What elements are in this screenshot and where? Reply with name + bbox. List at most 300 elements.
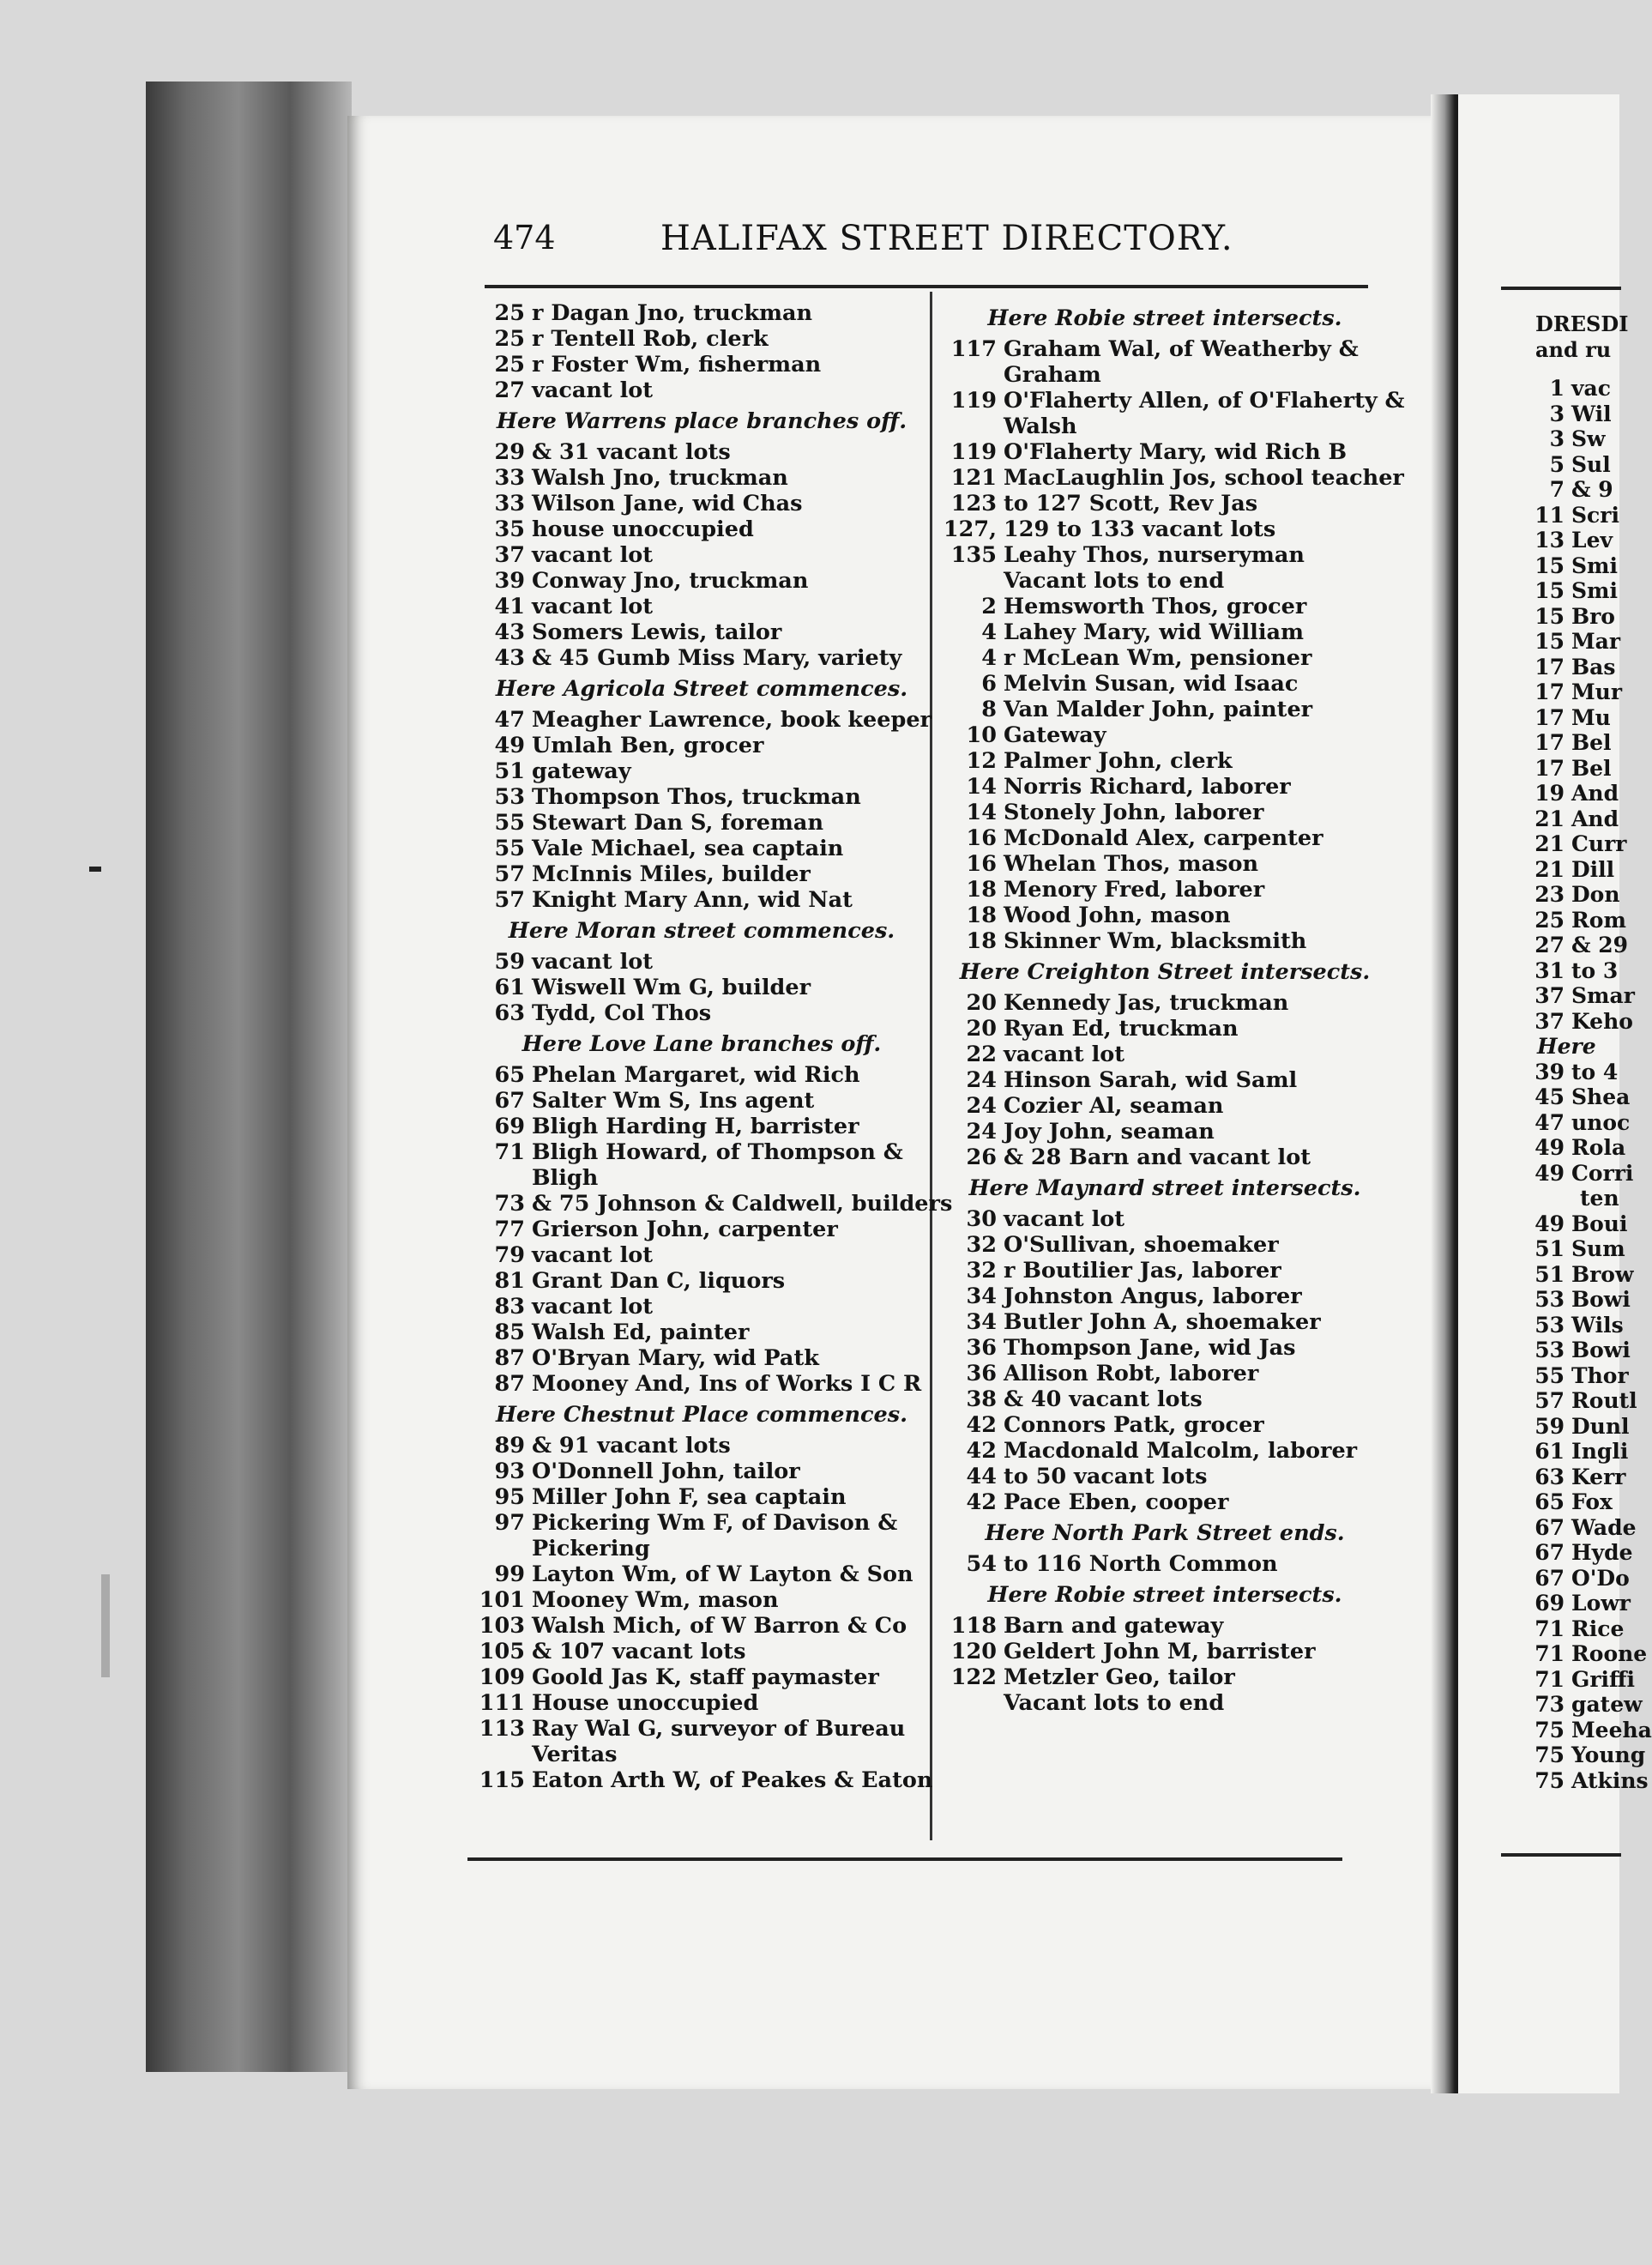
directory-entry	[470, 1191, 953, 1217]
directory-entry	[470, 733, 916, 758]
facing-house-number: 53	[1534, 1338, 1565, 1362]
directory-entry	[470, 439, 916, 465]
directory-entry	[942, 1361, 1371, 1386]
house-number: 2	[981, 594, 997, 619]
house-number: 99	[494, 1561, 525, 1587]
facing-house-number: 65	[1534, 1489, 1565, 1514]
facing-entry	[1528, 730, 1652, 756]
directory-entry	[942, 1042, 1371, 1067]
directory-entry	[942, 491, 1371, 516]
directory-entry	[470, 645, 916, 671]
directory-entry	[942, 1664, 1371, 1690]
house-number: 35	[494, 516, 525, 542]
facing-heading-line: and ru	[1535, 337, 1612, 362]
facing-entry	[1528, 503, 1652, 528]
directory-entry	[470, 1114, 916, 1139]
house-number: 4	[981, 645, 997, 671]
house-number: 101	[479, 1587, 525, 1613]
resident-name: to 50 vacant lots	[1004, 1464, 1208, 1489]
resident-name: Conway Jno, truckman	[532, 568, 809, 594]
facing-entry	[1528, 1465, 1652, 1490]
house-number: 22	[966, 1042, 997, 1067]
house-number: 111	[479, 1690, 525, 1716]
house-number: 26	[966, 1145, 997, 1170]
facing-resident-name: Sul	[1571, 451, 1611, 477]
house-number: 33	[494, 491, 525, 516]
facing-entry	[1528, 1211, 1652, 1237]
directory-entry	[942, 1067, 1371, 1093]
resident-name: Pickering Wm F, of Davison &	[532, 1510, 898, 1536]
directory-entry	[942, 748, 1371, 774]
house-number: 42	[966, 1412, 997, 1438]
house-number: 93	[494, 1459, 525, 1484]
facing-entry	[1528, 1515, 1652, 1541]
facing-resident-name: Bowi	[1571, 1338, 1631, 1362]
directory-entry	[942, 990, 1371, 1016]
facing-house-number: 27	[1534, 933, 1565, 957]
directory-entry	[470, 1613, 916, 1639]
facing-resident-name: & 9	[1571, 477, 1613, 502]
directory-entry	[470, 836, 916, 861]
page-header	[493, 219, 1368, 270]
resident-name: O'Sullivan, shoemaker	[1004, 1232, 1279, 1258]
house-number: 12	[966, 748, 997, 774]
resident-name: Pace Eben, cooper	[1004, 1489, 1229, 1515]
facing-resident-name: Mar	[1571, 629, 1621, 654]
directory-entry	[470, 594, 916, 619]
house-number: 117	[950, 336, 997, 362]
facing-house-number: 51	[1534, 1236, 1565, 1261]
resident-name: & 40 vacant lots	[1004, 1386, 1203, 1412]
house-number: 55	[494, 836, 525, 861]
directory-entry	[942, 388, 1405, 414]
facing-resident-name: Sw	[1571, 426, 1606, 451]
resident-name: r Boutilier Jas, laborer	[1004, 1258, 1281, 1284]
resident-name: MacLaughlin Jos, school teacher	[1004, 465, 1404, 491]
directory-entry	[470, 1062, 916, 1088]
house-number: 34	[966, 1284, 997, 1309]
directory-entry	[942, 1613, 1371, 1639]
resident-name: Menory Fred, laborer	[1004, 877, 1265, 903]
house-number: 24	[966, 1067, 997, 1093]
facing-entry	[1528, 1009, 1652, 1035]
facing-resident-name: Dunl	[1571, 1413, 1630, 1439]
facing-house-number: 67	[1534, 1514, 1565, 1540]
facing-house-number: 17	[1534, 730, 1565, 755]
facing-resident-name: Kerr	[1571, 1464, 1626, 1489]
house-number: 39	[494, 568, 525, 594]
facing-resident-name: Wade	[1571, 1514, 1637, 1540]
house-number: 41	[494, 594, 525, 619]
resident-name: Grant Dan C, liquors	[532, 1268, 786, 1294]
resident-name: Allison Robt, laborer	[1004, 1361, 1259, 1386]
facing-resident-name: Curr	[1571, 831, 1627, 856]
street-note: Here Chestnut Place commences.	[495, 1402, 908, 1428]
house-number: 24	[966, 1093, 997, 1119]
facing-resident-name: Don	[1571, 882, 1620, 907]
resident-name: Skinner Wm, blacksmith	[1004, 928, 1307, 954]
facing-resident-name: Brow	[1571, 1261, 1634, 1287]
street-note: Here North Park Street ends.	[985, 1520, 1345, 1546]
facing-resident-name: Smar	[1571, 983, 1635, 1008]
directory-entry	[470, 758, 916, 784]
facing-entry	[1528, 933, 1652, 958]
directory-entry	[942, 619, 1371, 645]
facing-house-number: 21	[1534, 831, 1565, 856]
header-rule	[485, 285, 1368, 288]
house-number: 33	[494, 465, 525, 491]
facing-house-number: 5	[1549, 451, 1565, 477]
directory-entry	[470, 1767, 933, 1793]
facing-resident-name: Smi	[1571, 553, 1619, 578]
directory-entry	[942, 1386, 1371, 1412]
resident-name: Mooney And, Ins of Works I C R	[532, 1371, 922, 1397]
facing-house-number: 37	[1534, 1008, 1565, 1034]
resident-name: r McLean Wm, pensioner	[1004, 645, 1312, 671]
facing-resident-name: And	[1571, 781, 1619, 806]
facing-resident-name: Routl	[1571, 1388, 1637, 1413]
resident-name: Ryan Ed, truckman	[1004, 1016, 1239, 1042]
facing-house-number: 17	[1534, 654, 1565, 680]
facing-house-number: 67	[1534, 1565, 1565, 1591]
street-note: Here Robie street intersects.	[987, 305, 1342, 331]
directory-entry	[470, 975, 916, 1000]
facing-resident-name: Scri	[1571, 502, 1619, 528]
facing-resident-name: Lowr	[1571, 1591, 1631, 1616]
resident-name: Bligh Harding H, barrister	[532, 1114, 859, 1139]
resident-name: Umlah Ben, grocer	[532, 733, 764, 758]
house-number: 42	[966, 1438, 997, 1464]
resident-name: Palmer John, clerk	[1004, 748, 1233, 774]
directory-entry	[470, 491, 916, 516]
directory-entry	[470, 1433, 916, 1459]
facing-entry	[1528, 1667, 1652, 1693]
house-number: 123	[950, 491, 997, 516]
directory-entry	[470, 1000, 916, 1026]
facing-resident-name: O'Do	[1571, 1565, 1630, 1591]
facing-resident-name: gatew	[1571, 1692, 1643, 1717]
house-number: 18	[966, 903, 997, 928]
facing-entry	[1528, 402, 1652, 427]
entry-continuation: Vacant lots to end	[1004, 568, 1225, 594]
facing-entry	[1528, 1641, 1652, 1667]
directory-entry	[942, 1016, 1371, 1042]
directory-entry	[470, 1371, 922, 1397]
directory-entry	[470, 1459, 916, 1484]
resident-name: Cozier Al, seaman	[1004, 1093, 1224, 1119]
directory-entry	[942, 722, 1371, 748]
facing-entry	[1528, 1084, 1652, 1110]
facing-house-number: 63	[1534, 1464, 1565, 1489]
facing-entry	[1528, 1768, 1652, 1794]
house-number: 79	[494, 1242, 525, 1268]
resident-name: Goold Jas K, staff paymaster	[532, 1664, 879, 1690]
house-number: 105	[479, 1639, 525, 1664]
resident-name: Melvin Susan, wid Isaac	[1004, 671, 1299, 697]
facing-page-heading	[1535, 311, 1628, 363]
house-number: 16	[966, 851, 997, 877]
facing-house-number: 57	[1534, 1388, 1565, 1413]
resident-name: O'Flaherty Allen, of O'Flaherty &	[1004, 388, 1405, 414]
facing-resident-name: Sum	[1571, 1236, 1625, 1261]
facing-house-number: 21	[1534, 856, 1565, 882]
house-number: 43	[494, 619, 525, 645]
facing-house-number: 39	[1534, 1059, 1565, 1084]
house-number: 32	[966, 1232, 997, 1258]
facing-entry	[1528, 1414, 1652, 1440]
directory-entry	[470, 352, 916, 378]
facing-resident-name: Atkins	[1571, 1767, 1649, 1793]
resident-name: Ray Wal G, surveyor of Bureau	[532, 1716, 906, 1742]
facing-house-number: 13	[1534, 528, 1565, 553]
facing-house-number: 49	[1534, 1211, 1565, 1236]
directory-entry	[470, 1587, 916, 1613]
resident-name: house unoccupied	[532, 516, 754, 542]
street-note: Here Creighton Street intersects.	[959, 959, 1371, 985]
resident-name: Gateway	[1004, 722, 1106, 748]
facing-house-number: 47	[1534, 1109, 1565, 1135]
facing-house-number: 21	[1534, 806, 1565, 831]
house-number: 38	[966, 1386, 997, 1412]
page-title: HALIFAX STREET DIRECTORY.	[660, 219, 1233, 258]
resident-name: vacant lot	[532, 542, 654, 568]
directory-entry	[942, 1119, 1371, 1145]
facing-resident-name: Smi	[1571, 578, 1619, 603]
house-number: 14	[966, 774, 997, 800]
facing-resident-name: Rola	[1571, 1135, 1626, 1160]
house-number: 25	[494, 326, 525, 352]
resident-name: Meagher Lawrence, book keeper	[532, 707, 932, 733]
facing-resident-name: And	[1571, 806, 1619, 831]
resident-name: Walsh Ed, painter	[532, 1320, 750, 1345]
facing-entry	[1528, 1262, 1652, 1288]
facing-resident-name: Meeha	[1571, 1717, 1652, 1743]
facing-resident-name: Corri	[1571, 1160, 1634, 1186]
directory-entry	[470, 542, 916, 568]
directory-entry	[470, 1268, 916, 1294]
facing-house-number: 59	[1534, 1413, 1565, 1439]
page-number: 474	[493, 219, 556, 257]
directory-entry	[942, 1258, 1371, 1284]
facing-resident-name: Shea	[1571, 1084, 1631, 1109]
facing-entry	[1528, 831, 1652, 857]
resident-name: Hemsworth Thos, grocer	[1004, 594, 1307, 619]
directory-entry	[470, 861, 916, 887]
facing-house-number: 19	[1534, 781, 1565, 806]
directory-entry	[470, 378, 916, 403]
resident-name: Van Malder John, painter	[1004, 697, 1313, 722]
resident-name: Lahey Mary, wid William	[1004, 619, 1305, 645]
directory-entry	[470, 1690, 916, 1716]
house-number: 103	[479, 1613, 525, 1639]
house-number: 113	[479, 1716, 525, 1742]
directory-entry	[942, 1093, 1371, 1119]
resident-name: Hinson Sarah, wid Saml	[1004, 1067, 1298, 1093]
directory-entry	[942, 697, 1371, 722]
resident-name: Eaton Arth W, of Peakes & Eaton	[532, 1767, 933, 1793]
directory-entry	[470, 1716, 916, 1742]
house-number: 87	[494, 1345, 525, 1371]
resident-name: vacant lot	[532, 594, 654, 619]
facing-resident-name: Bel	[1571, 755, 1612, 781]
entry-continuation: Walsh	[1004, 414, 1077, 439]
facing-entry	[1528, 781, 1652, 806]
directory-entry	[470, 1217, 916, 1242]
resident-name: Thompson Jane, wid Jas	[1004, 1335, 1296, 1361]
facing-resident-name: Rice	[1571, 1616, 1625, 1641]
house-number: 97	[494, 1510, 525, 1536]
resident-name: Stewart Dan S, foreman	[532, 810, 823, 836]
house-number: 57	[494, 887, 525, 913]
facing-resident-name: Bro	[1571, 603, 1615, 629]
resident-name: Wood John, mason	[1004, 903, 1231, 928]
directory-entry	[470, 1320, 916, 1345]
entry-continuation: Bligh	[532, 1165, 599, 1191]
directory-entry	[470, 619, 916, 645]
facing-entry	[1528, 1236, 1652, 1262]
resident-name: Walsh Mich, of W Barron & Co	[532, 1613, 907, 1639]
resident-name: Johnston Angus, laborer	[1004, 1284, 1302, 1309]
facing-resident-name: Dill	[1571, 856, 1615, 882]
facing-house-number: 17	[1534, 755, 1565, 781]
left-column	[470, 300, 953, 1793]
facing-house-number: 15	[1534, 629, 1565, 654]
directory-entry	[942, 542, 1371, 568]
house-number: 81	[494, 1268, 525, 1294]
house-number: 53	[494, 784, 525, 810]
entry-continuation: Graham	[1004, 362, 1101, 388]
facing-house-number: 49	[1534, 1135, 1565, 1160]
facing-entry	[1528, 452, 1652, 478]
house-number: 65	[494, 1062, 525, 1088]
house-number: 4	[981, 619, 997, 645]
house-number: 87	[494, 1371, 525, 1397]
facing-house-number: 71	[1534, 1666, 1565, 1692]
facing-house-number: 71	[1534, 1616, 1565, 1641]
house-number: 67	[494, 1088, 525, 1114]
facing-entry	[1528, 1161, 1652, 1187]
directory-entry	[942, 516, 1371, 542]
house-number: 54	[966, 1551, 997, 1577]
house-number: 47	[494, 707, 525, 733]
resident-name: Phelan Margaret, wid Rich	[532, 1062, 860, 1088]
street-note: Here Maynard street intersects.	[968, 1175, 1361, 1201]
house-number: 89	[494, 1433, 525, 1459]
house-number: 127,	[943, 516, 997, 542]
facing-house-number: 3	[1549, 401, 1565, 426]
street-note: Here Love Lane branches off.	[522, 1031, 882, 1057]
facing-entry	[1528, 1313, 1652, 1338]
facing-resident-name: Ingli	[1571, 1439, 1629, 1464]
facing-house-number: 17	[1534, 704, 1565, 730]
directory-entry	[942, 1145, 1371, 1170]
resident-name: McDonald Alex, carpenter	[1004, 825, 1323, 851]
facing-resident-name: Lev	[1571, 528, 1613, 553]
directory-entry	[470, 1139, 916, 1165]
directory-entry	[470, 1242, 916, 1268]
facing-resident-name: Rom	[1571, 907, 1626, 933]
street-note: Here Moran street commences.	[508, 918, 895, 944]
house-number: 14	[966, 800, 997, 825]
house-number: 18	[966, 928, 997, 954]
house-number: 121	[950, 465, 997, 491]
house-number: 25	[494, 352, 525, 378]
facing-house-number: 15	[1534, 578, 1565, 603]
facing-resident-name: Boui	[1571, 1211, 1628, 1236]
middle-column	[942, 300, 1405, 1716]
directory-entry	[470, 1484, 916, 1510]
directory-entry	[470, 1639, 916, 1664]
facing-house-number: 69	[1534, 1591, 1565, 1616]
resident-name: vacant lot	[1004, 1042, 1125, 1067]
facing-entry	[1528, 1489, 1652, 1515]
resident-name: Walsh Jno, truckman	[532, 465, 788, 491]
facing-entry	[1528, 908, 1652, 933]
house-number: 135	[950, 542, 997, 568]
directory-entry	[942, 1309, 1371, 1335]
house-number: 6	[981, 671, 997, 697]
resident-name: r Foster Wm, fisherman	[532, 352, 822, 378]
facing-resident-name: & 29	[1571, 933, 1629, 957]
house-number: 20	[966, 1016, 997, 1042]
directory-entry	[942, 928, 1371, 954]
house-number: 27	[494, 378, 525, 403]
entry-continuation: Vacant lots to end	[1004, 1690, 1225, 1716]
facing-resident-name: Keho	[1571, 1008, 1633, 1034]
house-number: 32	[966, 1258, 997, 1284]
resident-name: McInnis Miles, builder	[532, 861, 811, 887]
facing-house-number: 1	[1549, 376, 1565, 401]
scan-mark	[101, 1574, 110, 1677]
facing-house-number: 49	[1534, 1160, 1565, 1186]
facing-house-number: 73	[1534, 1692, 1565, 1717]
directory-entry	[942, 594, 1371, 619]
directory-entry	[470, 516, 916, 542]
directory-entry	[470, 1294, 916, 1320]
facing-resident-name: Wil	[1571, 401, 1612, 426]
facing-entry	[1528, 376, 1652, 402]
facing-house-number: 23	[1534, 882, 1565, 907]
house-number: 16	[966, 825, 997, 851]
facing-entry	[1528, 1743, 1652, 1768]
facing-house-number: 3	[1549, 426, 1565, 451]
facing-house-number: 67	[1534, 1540, 1565, 1565]
facing-entry	[1528, 1363, 1652, 1389]
facing-entry	[1528, 1110, 1652, 1136]
house-number: 118	[950, 1613, 997, 1639]
directory-entry	[942, 465, 1404, 491]
directory-entry	[942, 825, 1371, 851]
directory-entry	[470, 1088, 916, 1114]
facing-street-note: Here	[1537, 1034, 1596, 1059]
house-number: 55	[494, 810, 525, 836]
house-number: 34	[966, 1309, 997, 1335]
facing-house-number: 37	[1534, 983, 1565, 1008]
facing-entry	[1528, 1338, 1652, 1363]
house-number: 29	[494, 439, 525, 465]
house-number: 119	[950, 439, 997, 465]
house-number: 42	[966, 1489, 997, 1515]
directory-entry	[470, 887, 916, 913]
entry-continuation: Pickering	[532, 1536, 650, 1561]
facing-house-number: 75	[1534, 1767, 1565, 1793]
resident-name: & 75 Johnson & Caldwell, builders	[532, 1191, 953, 1217]
book-page-edges	[146, 82, 352, 2072]
facing-resident-name: Roone	[1571, 1641, 1648, 1666]
street-note: Here Agricola Street commences.	[495, 676, 908, 702]
house-number: 37	[494, 542, 525, 568]
directory-entry	[470, 465, 916, 491]
